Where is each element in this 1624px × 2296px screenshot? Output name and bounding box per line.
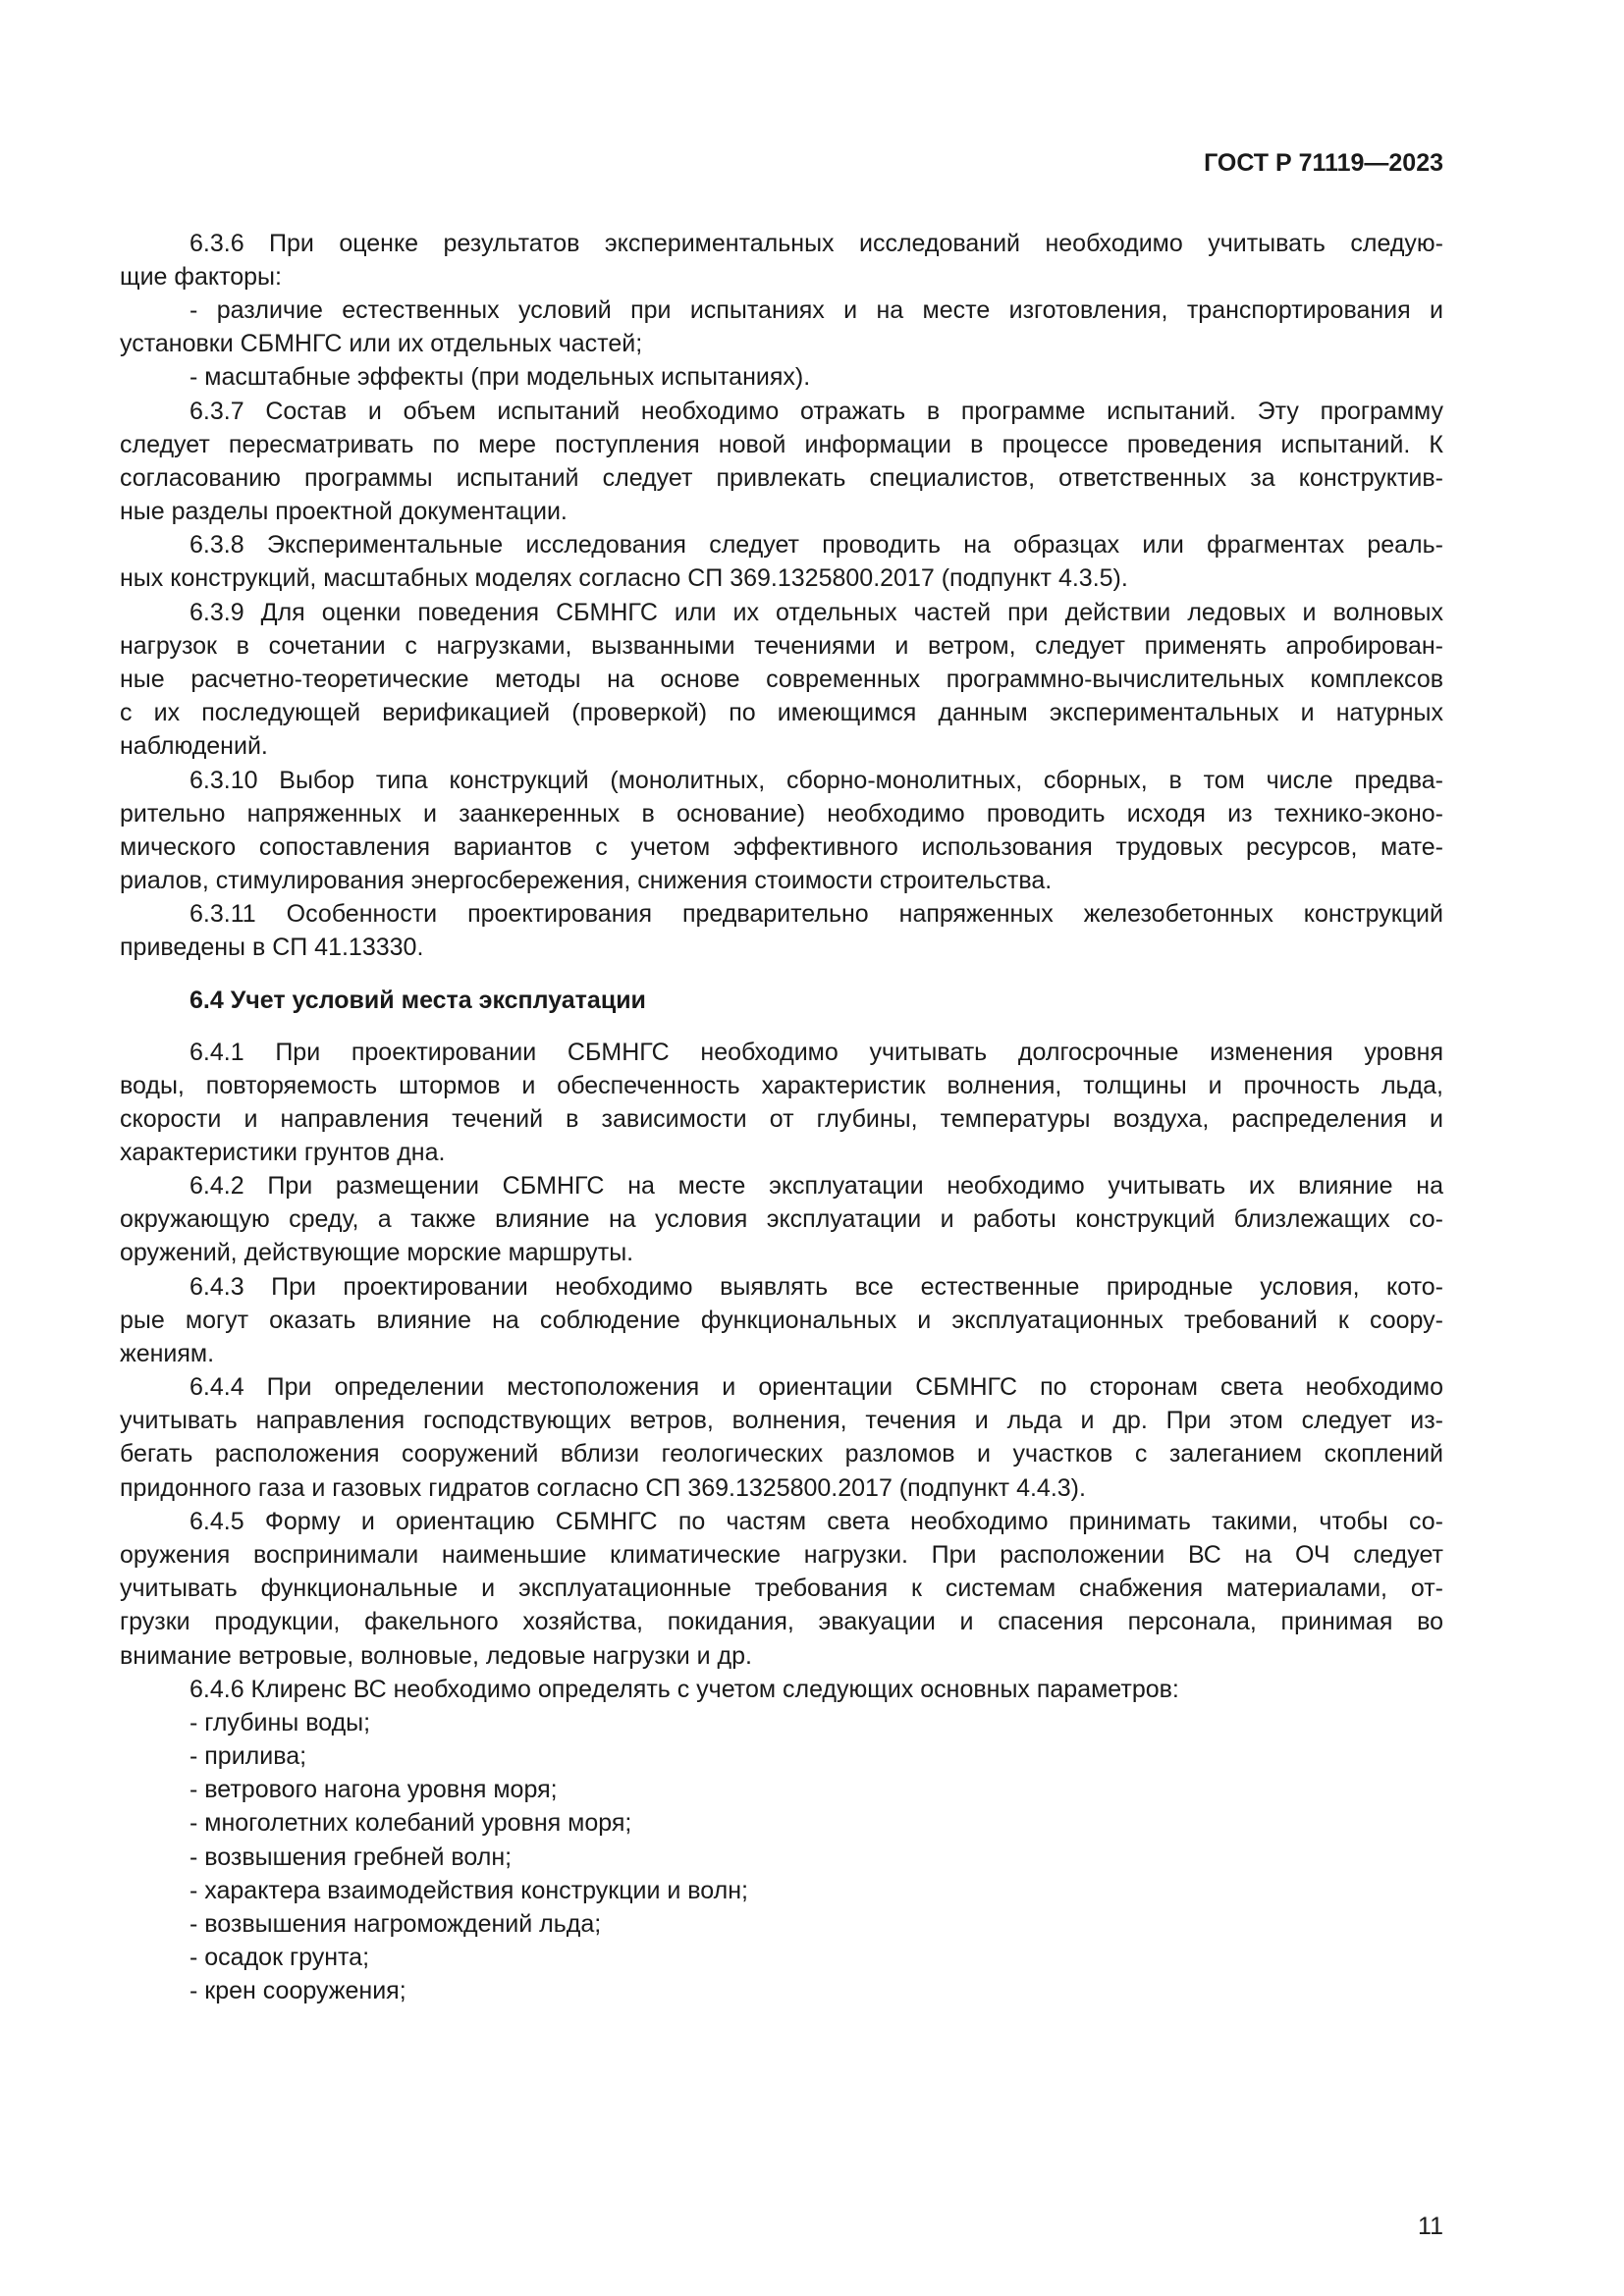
page-number: 11: [1418, 2213, 1443, 2240]
text-line: наблюдений.: [120, 732, 268, 760]
text-line: внимание ветровые, волновые, ледовые нагрузки и др.: [120, 1642, 752, 1670]
text-line: - возвышения нагромождений льда;: [189, 1910, 602, 1938]
text-line: учитывать направления господствующих ветров, волнения, течения и льда и др. При этом следует из-: [120, 1407, 1443, 1434]
text-line: - ветрового нагона уровня моря;: [189, 1776, 558, 1803]
text-line: с их последующей верификацией (проверкой) по имеющимся данным экспериментальных и натурных: [120, 699, 1443, 726]
text-line: характеристики грунтов дна.: [120, 1139, 446, 1166]
text-line: установки СБМНГС или их отдельных частей;: [120, 330, 643, 357]
text-line: 6.4.6 Клиренс ВС необходимо определять с учетом следующих основных параметров:: [189, 1676, 1179, 1703]
text-line: придонного газа и газовых гидратов согласно СП 369.1325800.2017 (подпункт 4.4.3).: [120, 1474, 1086, 1502]
standard-designation: ГОСТ Р 71119—2023: [1204, 149, 1443, 177]
text-line: щие факторы:: [120, 263, 282, 291]
text-line: - характера взаимодействия конструкции и волн;: [189, 1877, 748, 1904]
text-line: ных конструкций, масштабных моделях согласно СП 369.1325800.2017 (подпункт 4.3.5).: [120, 564, 1128, 592]
text-line: учитывать функциональные и эксплуатационные требования к системам снабжения материалами, от-: [120, 1575, 1443, 1602]
text-line: риалов, стимулирования энергосбережения, снижения стоимости строительства.: [120, 867, 1053, 894]
text-line: - крен сооружения;: [189, 1977, 406, 2004]
text-line: грузки продукции, факельного хозяйства, покидания, эвакуации и спасения персонала, принимая во: [120, 1608, 1443, 1635]
text-line: мического сопоставления вариантов с учетом эффективного использования трудовых ресурсов, мате-: [120, 833, 1443, 861]
text-line: жениям.: [120, 1340, 215, 1367]
text-line: 6.3.10 Выбор типа конструкций (монолитных, сборно-монолитных, сборных, в том числе предва-: [189, 767, 1443, 794]
text-line: ные расчетно-теоретические методы на основе современных программно-вычислительных комплексов: [120, 666, 1443, 693]
section-heading: 6.4 Учет условий места эксплуатации: [189, 987, 646, 1014]
text-line: 6.4.1 При проектировании СБМНГС необходимо учитывать долгосрочные изменения уровня: [189, 1039, 1443, 1066]
text-line: воды, повторяемость штормов и обеспеченность характеристик волнения, толщины и прочность льда,: [120, 1072, 1443, 1099]
text-line: 6.4.5 Форму и ориентацию СБМНГС по частям света необходимо принимать такими, чтобы со-: [189, 1508, 1443, 1535]
text-line: 6.3.8 Экспериментальные исследования следует проводить на образцах или фрагментах реаль-: [189, 531, 1443, 559]
text-line: оружения воспринимали наименьшие климатические нагрузки. При расположении ВС на ОЧ следует: [120, 1541, 1443, 1569]
text-line: - различие естественных условий при испытаниях и на месте изготовления, транспортирования и: [189, 296, 1443, 324]
text-line: 6.3.11 Особенности проектирования предварительно напряженных железобетонных конструкций: [189, 900, 1443, 928]
text-line: - масштабные эффекты (при модельных испытаниях).: [189, 363, 811, 391]
text-line: - глубины воды;: [189, 1709, 371, 1736]
text-line: - возвышения гребней волн;: [189, 1843, 513, 1871]
text-line: ные разделы проектной документации.: [120, 498, 568, 525]
text-line: 6.3.6 При оценке результатов экспериментальных исследований необходимо учитывать следую-: [189, 230, 1443, 257]
text-line: оружений, действующие морские маршруты.: [120, 1239, 634, 1266]
text-line: 6.4.3 При проектировании необходимо выявлять все естественные природные условия, кото-: [189, 1273, 1443, 1301]
text-line: рые могут оказать влияние на соблюдение функциональных и эксплуатационных требований к соору-: [120, 1307, 1443, 1334]
text-line: рительно напряженных и заанкеренных в основание) необходимо проводить исходя из технико-эконо-: [120, 800, 1443, 828]
text-line: 6.4.4 При определении местоположения и ориентации СБМНГС по сторонам света необходимо: [189, 1373, 1443, 1401]
text-line: согласованию программы испытаний следует привлекать специалистов, ответственных за конструктив-: [120, 464, 1443, 492]
text-line: 6.3.9 Для оценки поведения СБМНГС или их отдельных частей при действии ледовых и волновых: [189, 599, 1443, 626]
text-line: 6.3.7 Состав и объем испытаний необходимо отражать в программе испытаний. Эту программу: [189, 398, 1443, 425]
text-line: 6.4.2 При размещении СБМНГС на месте эксплуатации необходимо учитывать их влияние на: [189, 1172, 1443, 1200]
text-line: приведены в СП 41.13330.: [120, 934, 424, 961]
text-line: - прилива;: [189, 1742, 307, 1770]
text-line: бегать расположения сооружений вблизи геологических разломов и участков с залеганием скоплений: [120, 1440, 1443, 1468]
text-line: скорости и направления течений в зависимости от глубины, температуры воздуха, распределения и: [120, 1105, 1443, 1133]
text-line: нагрузок в сочетании с нагрузками, вызванными течениями и ветром, следует применять апробирован-: [120, 632, 1443, 660]
text-line: - осадок грунта;: [189, 1944, 370, 1971]
text-line: следует пересматривать по мере поступления новой информации в процессе проведения испытаний. К: [120, 431, 1443, 458]
text-line: окружающую среду, а также влияние на условия эксплуатации и работы конструкций близлежащих со-: [120, 1205, 1443, 1233]
text-line: - многолетних колебаний уровня моря;: [189, 1809, 632, 1837]
